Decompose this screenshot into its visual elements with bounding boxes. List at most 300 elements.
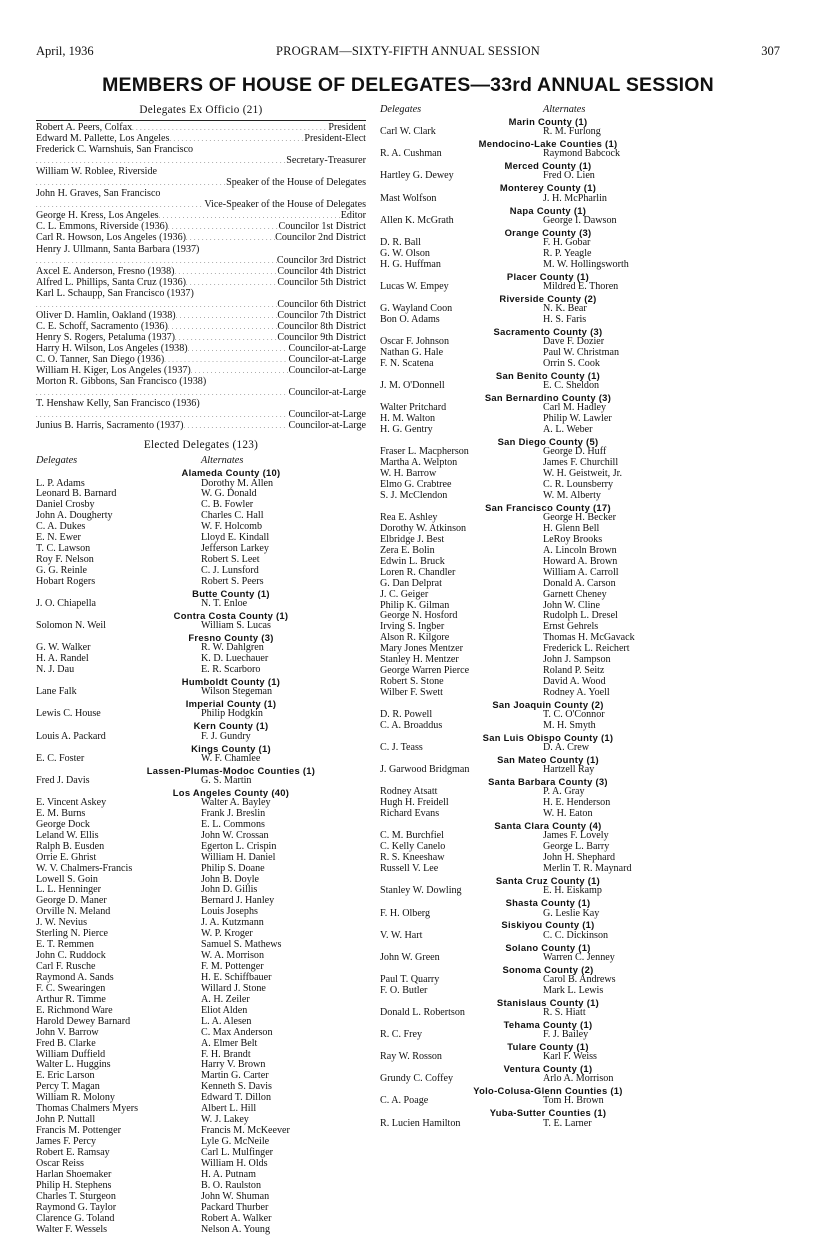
delegate-name: Philip K. Gilman <box>380 601 449 612</box>
ex-officio-line <box>36 354 366 365</box>
running-head <box>36 44 780 60</box>
delegate-name: Walter F. Wessels <box>36 1225 107 1235</box>
leader-dots <box>176 310 278 321</box>
alternate-name: Egerton L. Crispin <box>201 842 276 853</box>
delegate-name: E. Eric Larson <box>36 1071 95 1082</box>
delegate-name: H. A. Randel <box>36 654 89 665</box>
leader-dots <box>188 343 289 354</box>
delegate-row <box>36 665 366 676</box>
leader-dots <box>132 122 328 133</box>
delegate-name: Hobart Rogers <box>36 577 95 588</box>
delegate-row <box>380 809 676 820</box>
delegate-row <box>380 864 676 875</box>
ex-officio-line <box>36 199 366 210</box>
alternate-name: Edward T. Dillon <box>201 1093 271 1104</box>
ex-officio-office: Councilor 7th District <box>277 310 366 321</box>
alternate-name: Fred O. Lien <box>543 171 595 182</box>
delegate-name: Roy F. Nelson <box>36 555 94 566</box>
delegate-name: John V. Barrow <box>36 1028 99 1039</box>
county-block <box>36 743 366 765</box>
ex-officio-line <box>36 232 366 243</box>
county-heading: Riverside County (2) <box>380 293 676 304</box>
delegate-name: D. R. Powell <box>380 710 432 721</box>
delegate-name: Nathan G. Hale <box>380 348 443 359</box>
delegate-name: E. T. Remmen <box>36 940 94 951</box>
alternate-name: Lyle G. McNeile <box>201 1137 269 1148</box>
delegate-name: W. V. Chalmers-Francis <box>36 864 132 875</box>
alternate-name: Paul W. Christman <box>543 348 619 359</box>
county-heading: Napa County (1) <box>380 205 676 216</box>
county-block <box>380 820 676 875</box>
delegate-name: G. W. Walker <box>36 643 91 654</box>
ex-officio-office: Councilor-at-Large <box>288 387 366 398</box>
county-block <box>380 732 676 754</box>
alternate-name: John J. Sampson <box>543 655 611 666</box>
alternate-name: Eliot Alden <box>201 1006 247 1017</box>
county-heading: Siskiyou County (1) <box>380 919 676 930</box>
alternate-name: F. M. Pottenger <box>201 962 264 973</box>
county-heading: Placer County (1) <box>380 271 676 282</box>
ex-officio-name: C. L. Emmons, Riverside (1936) <box>36 221 168 232</box>
county-heading: San Luis Obispo County (1) <box>380 732 676 743</box>
delegate-row <box>380 1074 676 1085</box>
county-block <box>380 392 676 436</box>
delegate-name: Sterling N. Pierce <box>36 929 108 940</box>
county-block <box>380 138 676 160</box>
alternate-name: LeRoy Brooks <box>543 535 602 546</box>
delegate-name: Walter L. Huggins <box>36 1060 111 1071</box>
alternate-name: Philip W. Lawler <box>543 414 612 425</box>
delegate-name: L. P. Adams <box>36 479 85 490</box>
delegate-row <box>36 776 366 787</box>
alternate-name: Roland P. Seitz <box>543 666 604 677</box>
delegate-row <box>36 732 366 743</box>
delegate-row <box>380 194 676 205</box>
delegate-name: John W. Green <box>380 953 440 964</box>
delegate-row <box>36 1170 366 1181</box>
delegate-name: Edwin L. Bruck <box>380 557 445 568</box>
delegate-row <box>380 765 676 776</box>
alternate-name: H. E. Henderson <box>543 798 610 809</box>
left-county-list <box>36 467 366 1235</box>
alternate-name: T. C. O'Connor <box>543 710 605 721</box>
delegate-name: Lucas W. Empey <box>380 282 449 293</box>
delegate-name: Clarence G. Toland <box>36 1214 114 1225</box>
alternate-name: Wilson Stegeman <box>201 687 272 698</box>
delegate-name: Lowell S. Goin <box>36 875 98 886</box>
delegate-name: R. Lucien Hamilton <box>380 1119 460 1130</box>
alternate-name: G. S. Martin <box>201 776 251 787</box>
column-headers <box>36 455 366 467</box>
delegate-row <box>380 688 676 699</box>
delegate-row <box>380 886 676 897</box>
alternate-name: M. W. Hollingsworth <box>543 260 629 271</box>
issue-date: April, 1936 <box>36 44 94 59</box>
ex-officio-office: Councilor 1st District <box>279 221 366 232</box>
delegate-name: Harold Dewey Barnard <box>36 1017 130 1028</box>
county-block <box>380 293 676 326</box>
delegate-row <box>380 127 676 138</box>
ex-officio-office: Councilor-at-Large <box>288 409 366 420</box>
county-block <box>380 897 676 919</box>
alternate-name: W. J. Lakey <box>201 1115 249 1126</box>
delegate-row <box>380 425 676 436</box>
delegate-row <box>380 171 676 182</box>
alternate-name: Francis M. McKeever <box>201 1126 290 1137</box>
alternate-name: A. H. Zeiler <box>201 995 250 1006</box>
alternate-name: W. M. Alberty <box>543 491 601 502</box>
county-heading: San Joaquin County (2) <box>380 699 676 710</box>
ex-officio-name: Robert A. Peers, Colfax <box>36 122 132 133</box>
delegate-name: Robert E. Ramsay <box>36 1148 110 1159</box>
delegate-name: Loren R. Chandler <box>380 568 455 579</box>
delegate-name: Bon O. Adams <box>380 315 440 326</box>
alternate-name: George H. Becker <box>543 513 616 524</box>
ex-officio-line <box>36 188 366 199</box>
county-heading: Stanislaus County (1) <box>380 997 676 1008</box>
delegate-row <box>380 931 676 942</box>
delegate-name: C. J. Teass <box>380 743 423 754</box>
leader-dots <box>36 299 277 310</box>
delegate-name: Thomas Chalmers Myers <box>36 1104 138 1115</box>
alternate-name: Frederick L. Reichert <box>543 644 630 655</box>
ex-officio-name: Morton R. Gibbons, San Francisco (1938) <box>36 376 206 387</box>
delegate-name: Paul T. Quarry <box>380 975 439 986</box>
alternate-name: William A. Carroll <box>543 568 619 579</box>
alternate-name: Karl F. Weiss <box>543 1052 597 1063</box>
delegate-row <box>380 260 676 271</box>
delegate-name: George Warren Pierce <box>380 666 469 677</box>
delegate-name: William Duffield <box>36 1050 105 1061</box>
alternate-name: James F. Lovely <box>543 831 609 842</box>
delegate-name: D. R. Ball <box>380 238 421 249</box>
county-heading: Yolo-Colusa-Glenn Counties (1) <box>380 1085 676 1096</box>
delegate-name: George D. Maner <box>36 896 107 907</box>
ex-officio-office: Secretary-Treasurer <box>286 155 366 166</box>
delegate-name: G. W. Olson <box>380 249 430 260</box>
delegate-row <box>36 1017 366 1028</box>
alternate-name: Robert S. Leet <box>201 555 260 566</box>
county-block <box>380 370 676 392</box>
alternate-name: Mildred E. Thoren <box>543 282 618 293</box>
delegate-row <box>380 282 676 293</box>
delegate-name: J. Garwood Bridgman <box>380 765 469 776</box>
right-column <box>380 104 676 1130</box>
ex-officio-line <box>36 299 366 310</box>
ex-officio-name: Harry H. Wilson, Los Angeles (1938) <box>36 343 188 354</box>
county-heading: Lassen-Plumas-Modoc Counties (1) <box>36 765 366 776</box>
delegate-row <box>380 149 676 160</box>
running-title: PROGRAM—SIXTY-FIFTH ANNUAL SESSION <box>36 44 780 59</box>
leader-dots <box>36 155 286 166</box>
delegate-name: Dorothy W. Atkinson <box>380 524 466 535</box>
ex-officio-office: Councilor 5th District <box>277 277 366 288</box>
alternate-name: G. Leslie Kay <box>543 909 599 920</box>
delegate-row <box>380 590 676 601</box>
delegate-name: Philip H. Stephens <box>36 1181 111 1192</box>
ex-officio-line <box>36 144 366 155</box>
ex-officio-office: Councilor 8th District <box>277 321 366 332</box>
county-block <box>380 942 676 964</box>
delegate-name: L. L. Henninger <box>36 885 101 896</box>
alternate-name: Bernard J. Hanley <box>201 896 274 907</box>
ex-officio-name: Karl L. Schaupp, San Francisco (1937) <box>36 288 194 299</box>
alternate-name: Merlin T. R. Maynard <box>543 864 632 875</box>
alternate-name: John W. Crossan <box>201 831 269 842</box>
alternate-name: H. A. Putnam <box>201 1170 256 1181</box>
ex-officio-name: William W. Roblee, Riverside <box>36 166 157 177</box>
delegate-name: George N. Hosford <box>380 611 457 622</box>
leader-dots <box>175 332 277 343</box>
alternate-name: F. H. Brandt <box>201 1050 251 1061</box>
county-block <box>380 271 676 293</box>
delegate-row <box>380 359 676 370</box>
alternate-name: P. A. Gray <box>543 787 585 798</box>
delegate-row <box>380 721 676 732</box>
ex-officio-name: Junius B. Harris, Sacramento (1937) <box>36 420 183 431</box>
alternate-name: David A. Wood <box>543 677 606 688</box>
page-number: 307 <box>761 44 780 59</box>
delegate-row <box>380 986 676 997</box>
alternate-name: Martin G. Carter <box>201 1071 269 1082</box>
ex-officio-name: Frederick C. Warnshuis, San Francisco <box>36 144 193 155</box>
delegate-name: Robert S. Stone <box>380 677 444 688</box>
alternate-name: H. E. Schiffbauer <box>201 973 271 984</box>
delegate-row <box>380 568 676 579</box>
ex-officio-line <box>36 310 366 321</box>
delegate-name: C. M. Burchfiel <box>380 831 444 842</box>
delegate-name: Orville N. Meland <box>36 907 110 918</box>
alternate-name: B. O. Raulston <box>201 1181 261 1192</box>
delegate-row <box>36 754 366 765</box>
delegate-name: Carl W. Clark <box>380 127 436 138</box>
leader-dots <box>164 354 288 365</box>
alternate-name: Thomas H. McGavack <box>543 633 635 644</box>
alternate-name: Louis Josephs <box>201 907 258 918</box>
delegate-name: J. W. Nevius <box>36 918 87 929</box>
county-block <box>36 720 366 742</box>
delegate-name: Ralph B. Eusden <box>36 842 104 853</box>
county-block <box>380 919 676 941</box>
delegate-name: G. Wayland Coon <box>380 304 452 315</box>
alternate-name: Hartzell Ray <box>543 765 594 776</box>
delegate-row <box>36 1039 366 1050</box>
alternate-name: Charles C. Hall <box>201 511 264 522</box>
alternate-name: E. L. Commons <box>201 820 265 831</box>
delegate-name: Elbridge J. Best <box>380 535 444 546</box>
ex-officio-office: Councilor-at-Large <box>288 420 366 431</box>
ex-officio-line <box>36 376 366 387</box>
alternate-name: R. M. Furlong <box>543 127 601 138</box>
county-block <box>380 776 676 820</box>
alternate-name: Carl L. Mulfinger <box>201 1148 273 1159</box>
alternate-name: Raymond Babcock <box>543 149 620 160</box>
county-heading: Los Angeles County (40) <box>36 787 366 798</box>
ex-officio-office: Councilor-at-Large <box>288 343 366 354</box>
ex-officio-office: Councilor-at-Large <box>288 365 366 376</box>
delegate-row <box>36 853 366 864</box>
county-heading: Butte County (1) <box>36 588 366 599</box>
alternate-name: Albert L. Hill <box>201 1104 256 1115</box>
county-block <box>36 632 366 676</box>
alternate-name: W. H. Eaton <box>543 809 593 820</box>
delegate-name: Fred B. Clarke <box>36 1039 96 1050</box>
delegate-name: N. J. Dau <box>36 665 74 676</box>
county-block <box>380 964 676 997</box>
county-heading: Monterey County (1) <box>380 182 676 193</box>
alternate-name: A. Elmer Belt <box>201 1039 257 1050</box>
county-heading: Santa Cruz County (1) <box>380 875 676 886</box>
county-heading: Tehama County (1) <box>380 1019 676 1030</box>
ex-officio-name: Alfred L. Phillips, Santa Cruz (1936) <box>36 277 186 288</box>
delegate-name: F. O. Butler <box>380 986 427 997</box>
alternate-name: Nelson A. Young <box>201 1225 270 1235</box>
ex-officio-line <box>36 409 366 420</box>
delegate-name: James F. Percy <box>36 1137 96 1148</box>
ex-officio-line <box>36 177 366 188</box>
column-headers <box>380 104 676 116</box>
ex-officio-line <box>36 122 366 133</box>
county-heading: Imperial County (1) <box>36 698 366 709</box>
right-county-list <box>380 116 676 1130</box>
alternates-header: Alternates <box>543 104 585 115</box>
alternate-name: John W. Shuman <box>201 1192 269 1203</box>
delegate-name: Alson R. Kilgore <box>380 633 449 644</box>
delegate-row <box>380 1030 676 1041</box>
alternate-name: George I. Dawson <box>543 216 617 227</box>
alternate-name: N. K. Bear <box>543 304 587 315</box>
county-block <box>380 1063 676 1085</box>
alternate-name: W. F. Chamlee <box>201 754 260 765</box>
delegate-name: Leonard B. Barnard <box>36 489 116 500</box>
delegate-row <box>380 315 676 326</box>
alternate-name: William S. Lucas <box>201 621 271 632</box>
leader-dots <box>183 420 288 431</box>
alternate-name: George D. Huff <box>543 447 606 458</box>
county-heading: Alameda County (10) <box>36 467 366 478</box>
county-block <box>380 1107 676 1129</box>
delegate-row <box>380 1052 676 1063</box>
delegate-name: Fred J. Davis <box>36 776 90 787</box>
delegate-name: R. S. Kneeshaw <box>380 853 444 864</box>
delegate-row <box>380 1008 676 1019</box>
delegate-name: C. Kelly Canelo <box>380 842 445 853</box>
ex-officio-line <box>36 288 366 299</box>
county-heading: San Bernardino County (3) <box>380 392 676 403</box>
alternate-name: Philip S. Doane <box>201 864 265 875</box>
delegate-row <box>36 577 366 588</box>
county-heading: Tulare County (1) <box>380 1041 676 1052</box>
county-heading: San Francisco County (17) <box>380 502 676 513</box>
delegate-name: Martha A. Welpton <box>380 458 457 469</box>
alternate-name: Tom H. Brown <box>543 1096 604 1107</box>
delegate-row <box>36 842 366 853</box>
delegate-name: F. N. Scatena <box>380 359 434 370</box>
alternate-name: R. W. Dahlgren <box>201 643 264 654</box>
delegate-name: C. A. Poage <box>380 1096 428 1107</box>
county-heading: Kings County (1) <box>36 743 366 754</box>
county-heading: Yuba-Sutter Counties (1) <box>380 1107 676 1118</box>
delegate-name: Lane Falk <box>36 687 77 698</box>
alternate-name: Warren C. Jenney <box>543 953 615 964</box>
alternate-name: Mark L. Lewis <box>543 986 603 997</box>
ex-officio-name: C. E. Schoff, Sacramento (1936) <box>36 321 168 332</box>
county-block <box>380 116 676 138</box>
county-block <box>380 1041 676 1063</box>
delegate-name: J. O. Chiapella <box>36 599 96 610</box>
delegate-name: Raymond G. Taylor <box>36 1203 116 1214</box>
delegate-name: V. W. Hart <box>380 931 422 942</box>
county-heading: Kern County (1) <box>36 720 366 731</box>
ex-officio-line <box>36 166 366 177</box>
county-block <box>380 875 676 897</box>
delegate-name: C. A. Broaddus <box>380 721 442 732</box>
delegate-name: Stanley W. Dowling <box>380 886 462 897</box>
delegate-name: Charles T. Sturgeon <box>36 1192 116 1203</box>
alternate-name: W. G. Donald <box>201 489 257 500</box>
alternate-name: Rudolph L. Dresel <box>543 611 618 622</box>
county-block <box>380 1019 676 1041</box>
alternate-name: Garnett Cheney <box>543 590 607 601</box>
delegate-row <box>380 579 676 590</box>
alternate-name: W. F. Holcomb <box>201 522 262 533</box>
leader-dots <box>36 409 288 420</box>
ex-officio-office: Vice-Speaker of the House of Delegates <box>204 199 366 210</box>
delegate-row <box>380 381 676 392</box>
alternate-name: Samuel S. Mathews <box>201 940 281 951</box>
county-heading: Solano County (1) <box>380 942 676 953</box>
county-block <box>380 182 676 204</box>
alternate-name: Harry V. Brown <box>201 1060 265 1071</box>
delegate-name: Raymond A. Sands <box>36 973 114 984</box>
county-heading: Humboldt County (1) <box>36 676 366 687</box>
leader-dots <box>186 232 275 243</box>
delegate-name: Carl F. Rusche <box>36 962 95 973</box>
county-block <box>380 997 676 1019</box>
delegate-name: Russell V. Lee <box>380 864 438 875</box>
ex-officio-office: Councilor 6th District <box>277 299 366 310</box>
ex-officio-name: Oliver D. Hamlin, Oakland (1938) <box>36 310 176 321</box>
alternate-name: John H. Shephard <box>543 853 615 864</box>
delegate-name: E. M. Burns <box>36 809 85 820</box>
delegate-row <box>380 216 676 227</box>
delegate-name: Arthur R. Timme <box>36 995 106 1006</box>
delegate-name: F. H. Olberg <box>380 909 430 920</box>
county-heading: Sonoma County (2) <box>380 964 676 975</box>
county-block <box>380 699 676 732</box>
alternate-name: C. R. Lounsberry <box>543 480 613 491</box>
delegates-header: Delegates <box>380 104 421 115</box>
county-block <box>380 227 676 271</box>
delegate-name: C. A. Dukes <box>36 522 85 533</box>
ex-officio-title: Delegates Ex Officio (21) <box>36 104 366 117</box>
county-block <box>380 1085 676 1107</box>
ex-officio-line <box>36 398 366 409</box>
delegate-name: Leland W. Ellis <box>36 831 99 842</box>
leader-dots <box>191 365 289 376</box>
delegate-name: Elmo G. Crabtree <box>380 480 451 491</box>
alternate-name: Willard J. Stone <box>201 984 266 995</box>
ex-officio-name: Edward M. Pallette, Los Angeles <box>36 133 169 144</box>
delegate-name: Oscar F. Johnson <box>380 337 449 348</box>
county-heading: Contra Costa County (1) <box>36 610 366 621</box>
ex-officio-name: T. Henshaw Kelly, San Francisco (1936) <box>36 398 200 409</box>
ex-officio-office: Councilor 9th District <box>277 332 366 343</box>
delegate-name: Irving S. Ingber <box>380 622 444 633</box>
ex-officio-line <box>36 155 366 166</box>
alternate-name: K. D. Luechauer <box>201 654 268 665</box>
alternate-name: Jefferson Larkey <box>201 544 269 555</box>
